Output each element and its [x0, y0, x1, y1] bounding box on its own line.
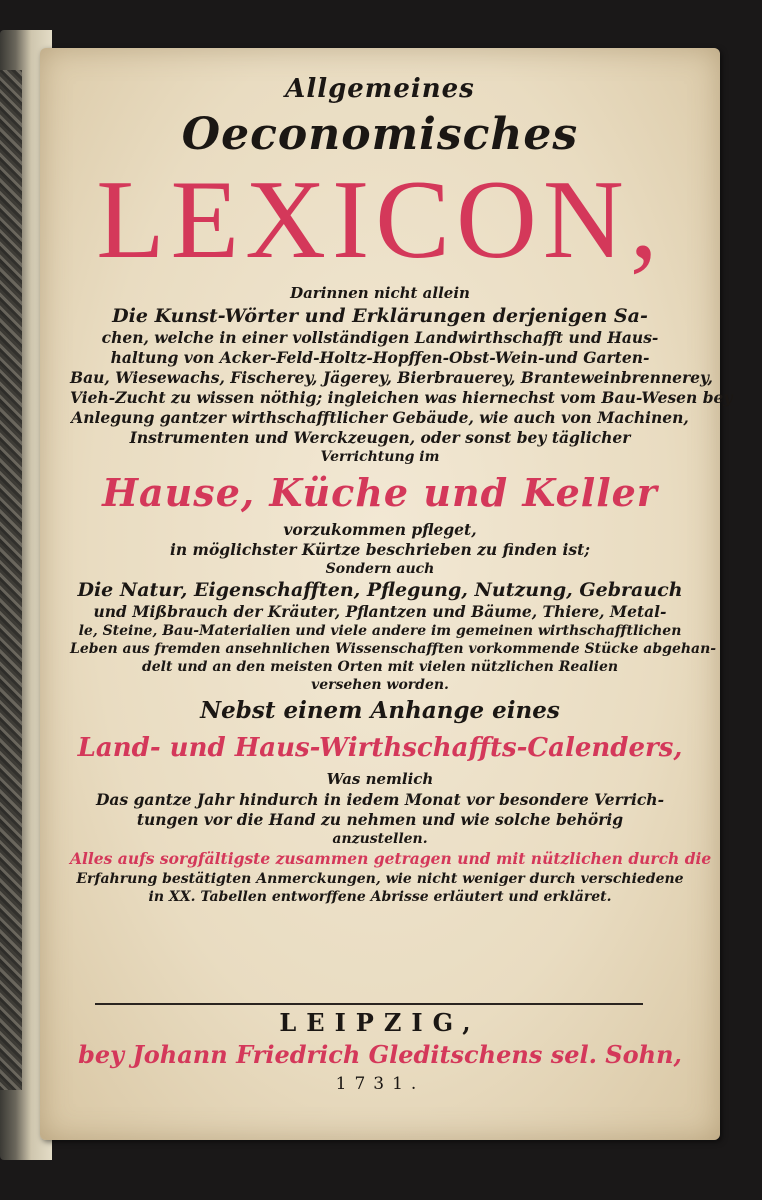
imprint-city: LEIPZIG, [279, 1008, 481, 1037]
red-line-alles: Alles aufs sorgfältigste zusammen getragen und mit nützlichen durch die [70, 849, 712, 868]
title-line-allgemeines: Allgemeines [285, 74, 475, 104]
body-line: anzustellen. [332, 831, 428, 847]
line-nebst: Nebst einem Anhange eines [200, 697, 560, 724]
body-line: in möglichster Kürtze beschrieben zu finden ist; [170, 540, 590, 559]
body-line: versehen worden. [311, 677, 449, 693]
body-line: Instrumenten und Werckzeugen, oder sonst bey täglicher [129, 428, 631, 447]
body-line: Sondern auch [325, 561, 435, 577]
title-line-oeconomisches: Oeconomisches [181, 109, 579, 160]
imprint-year: 1731. [335, 1074, 425, 1094]
body-line: Bau, Wiesewachs, Fischerey, Jägerey, Bierbrauerey, Branteweinbrennerey, [70, 368, 713, 387]
body-line: Anlegung gantzer wirthschafftlicher Gebäude, wie auch von Machinen, [71, 408, 689, 427]
red-heading-hause: Hause, Küche und Keller [102, 470, 658, 515]
body-line: haltung von Acker-Feld-Holtz-Hopffen-Obst-Wein-und Garten- [110, 348, 650, 367]
title-page-text [70, 72, 733, 906]
imprint-publisher: bey Johann Friedrich Gleditschens sel. Sohn, [78, 1040, 682, 1069]
body-line: tungen vor die Hand zu nehmen und wie solche behörig [136, 810, 624, 829]
body-line: Die Kunst-Wörter und Erklärungen derjenigen Sa- [112, 305, 648, 327]
line-was-nemlich: Was nemlich [326, 770, 434, 788]
body-line: Leben aus fremden ansehnlichen Wissenschafften vorkommende Stücke abgehan- [70, 641, 717, 657]
line-darinnen: Darinnen nicht allein [290, 284, 470, 302]
body-line: chen, welche in einer vollständigen Landwirthschafft und Haus- [101, 328, 659, 347]
red-heading-calenders: Land- und Haus-Wirthschaffts-Calenders, [77, 733, 683, 763]
body-line: Die Natur, Eigenschafften, Pflegung, Nutzung, Gebrauch [77, 579, 683, 601]
body-line: in XX. Tabellen entworffene Abrisse erläutert und erkläret. [148, 889, 612, 905]
imprint-divider [95, 1003, 643, 1005]
frontispiece-engraving-edge [0, 70, 22, 1090]
body-line: Verrichtung im [320, 449, 440, 465]
body-line: und Mißbrauch der Kräuter, Pflantzen und Bäume, Thiere, Metal- [93, 602, 667, 621]
body-line: Erfahrung bestätigten Anmerckungen, wie nicht weniger durch verschiedene [76, 871, 684, 887]
body-line: delt und an den meisten Orten mit vielen nützlichen Realien [141, 659, 619, 675]
body-line: Das gantze Jahr hindurch in iedem Monat vor besondere Verrich- [95, 790, 665, 809]
body-line: Vieh-Zucht zu wissen nöthig; ingleichen was hiernechst vom Bau-Wesen bey [70, 388, 733, 407]
body-line: le, Steine, Bau-Materialien und viele andere im gemeinen wirthschafftlichen [78, 623, 682, 639]
body-line: vorzukommen pfleget, [283, 520, 477, 539]
title-line-lexicon: LEXICON, [96, 158, 664, 282]
